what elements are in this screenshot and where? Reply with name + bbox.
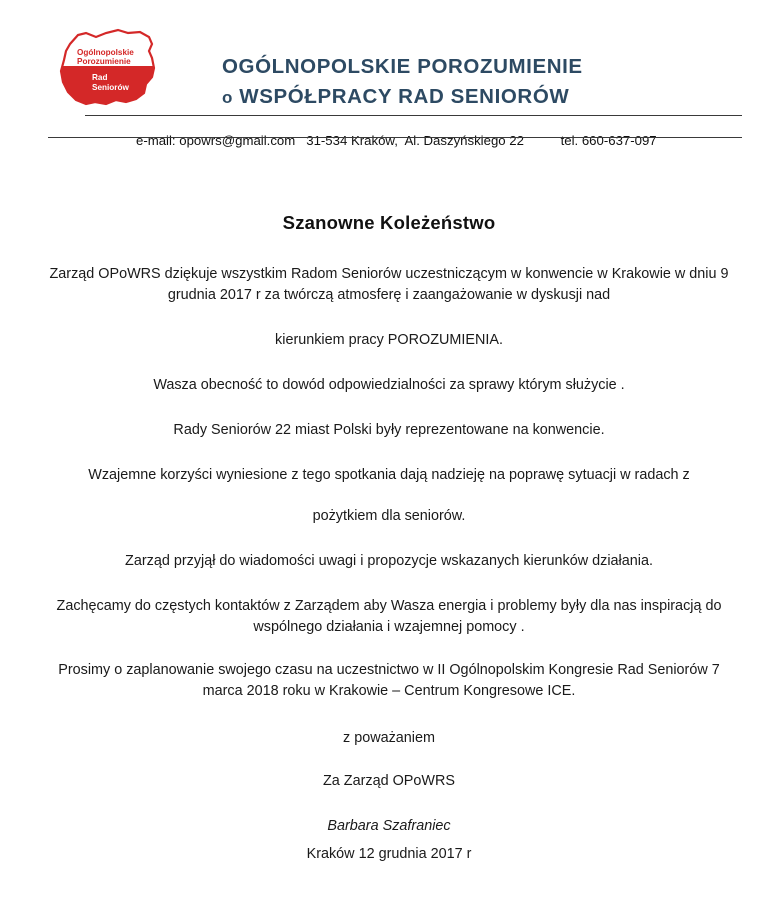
letter-body [0, 150, 778, 837]
letter-paragraph-4: Rady Seniorów 22 miast Polski były reprezentowane na konwencie. [173, 422, 605, 438]
contact-full-line: e-mail: opowrs@gmail.com 31-534 Kraków, Al. Daszyńskiego 22 tel. 660-637-097 [136, 133, 657, 148]
organization-title-line-2-main: WSPÓŁPRACY RAD SENIORÓW [239, 85, 570, 108]
letter-paragraph-1: Zarząd OPoWRS dziękuje wszystkim Radom Seniorów uczestniczącym w konwencie w Krakowie w dniu 9 grudnia 2017 r za twórczą atmosferę i zaangażowanie w dyskusji nad [49, 266, 729, 303]
letterhead-rule-bottom [48, 137, 742, 138]
letter-paragraph-2: kierunkiem pracy POROZUMIENIA. [275, 332, 503, 348]
organization-logo-icon [48, 24, 170, 110]
letter-closing: z poważaniem [343, 730, 435, 746]
organization-title-line-2-prefix: o [222, 88, 233, 107]
svg-text:Seniorów: Seniorów [92, 83, 129, 92]
letterhead [0, 0, 778, 108]
svg-text:Porozumienie: Porozumienie [77, 57, 131, 66]
letter-paragraph-6: pożytkiem dla seniorów. [312, 508, 466, 524]
letterhead-rule-top [85, 115, 742, 116]
letter-paragraph-7: Zarząd przyjął do wiadomości uwagi i propozycje wskazanych kierunków działania. [125, 553, 653, 569]
letter-paragraph-3: Wasza obecność to dowód odpowiedzialności za sprawy którym służycie . [153, 377, 625, 393]
svg-text:Ogólnopolskie: Ogólnopolskie [77, 48, 134, 57]
organization-title [222, 52, 583, 113]
footer-place-date: Kraków 12 grudnia 2017 r [306, 846, 472, 862]
letter-salutation: Szanowne Koleżeństwo [282, 212, 496, 233]
letter-signer-name: Barbara Szafraniec [327, 818, 451, 834]
organization-title-line-1: OGÓLNOPOLSKIE POROZUMIENIE [222, 55, 583, 78]
svg-text:Rad: Rad [92, 73, 108, 82]
letter-paragraph-8: Zachęcamy do częstych kontaktów z Zarządem aby Wasza energia i problemy były dla nas inspiracją do wspólnego działania i wzajemnej pomocy . [56, 598, 722, 635]
letter-paragraph-5: Wzajemne korzyści wyniesione z tego spotkania dają nadzieję na poprawę sytuacji w radach z [88, 467, 690, 483]
letter-signed-for: Za Zarząd OPoWRS [323, 773, 455, 789]
letter-paragraph-9: Prosimy o zaplanowanie swojego czasu na uczestnictwo w II Ogólnopolskim Kongresie Rad Seniorów 7 marca 2018 roku w Krakowie – Centrum Kongresowe ICE. [58, 662, 720, 699]
organization-title-line-2 [222, 82, 583, 113]
